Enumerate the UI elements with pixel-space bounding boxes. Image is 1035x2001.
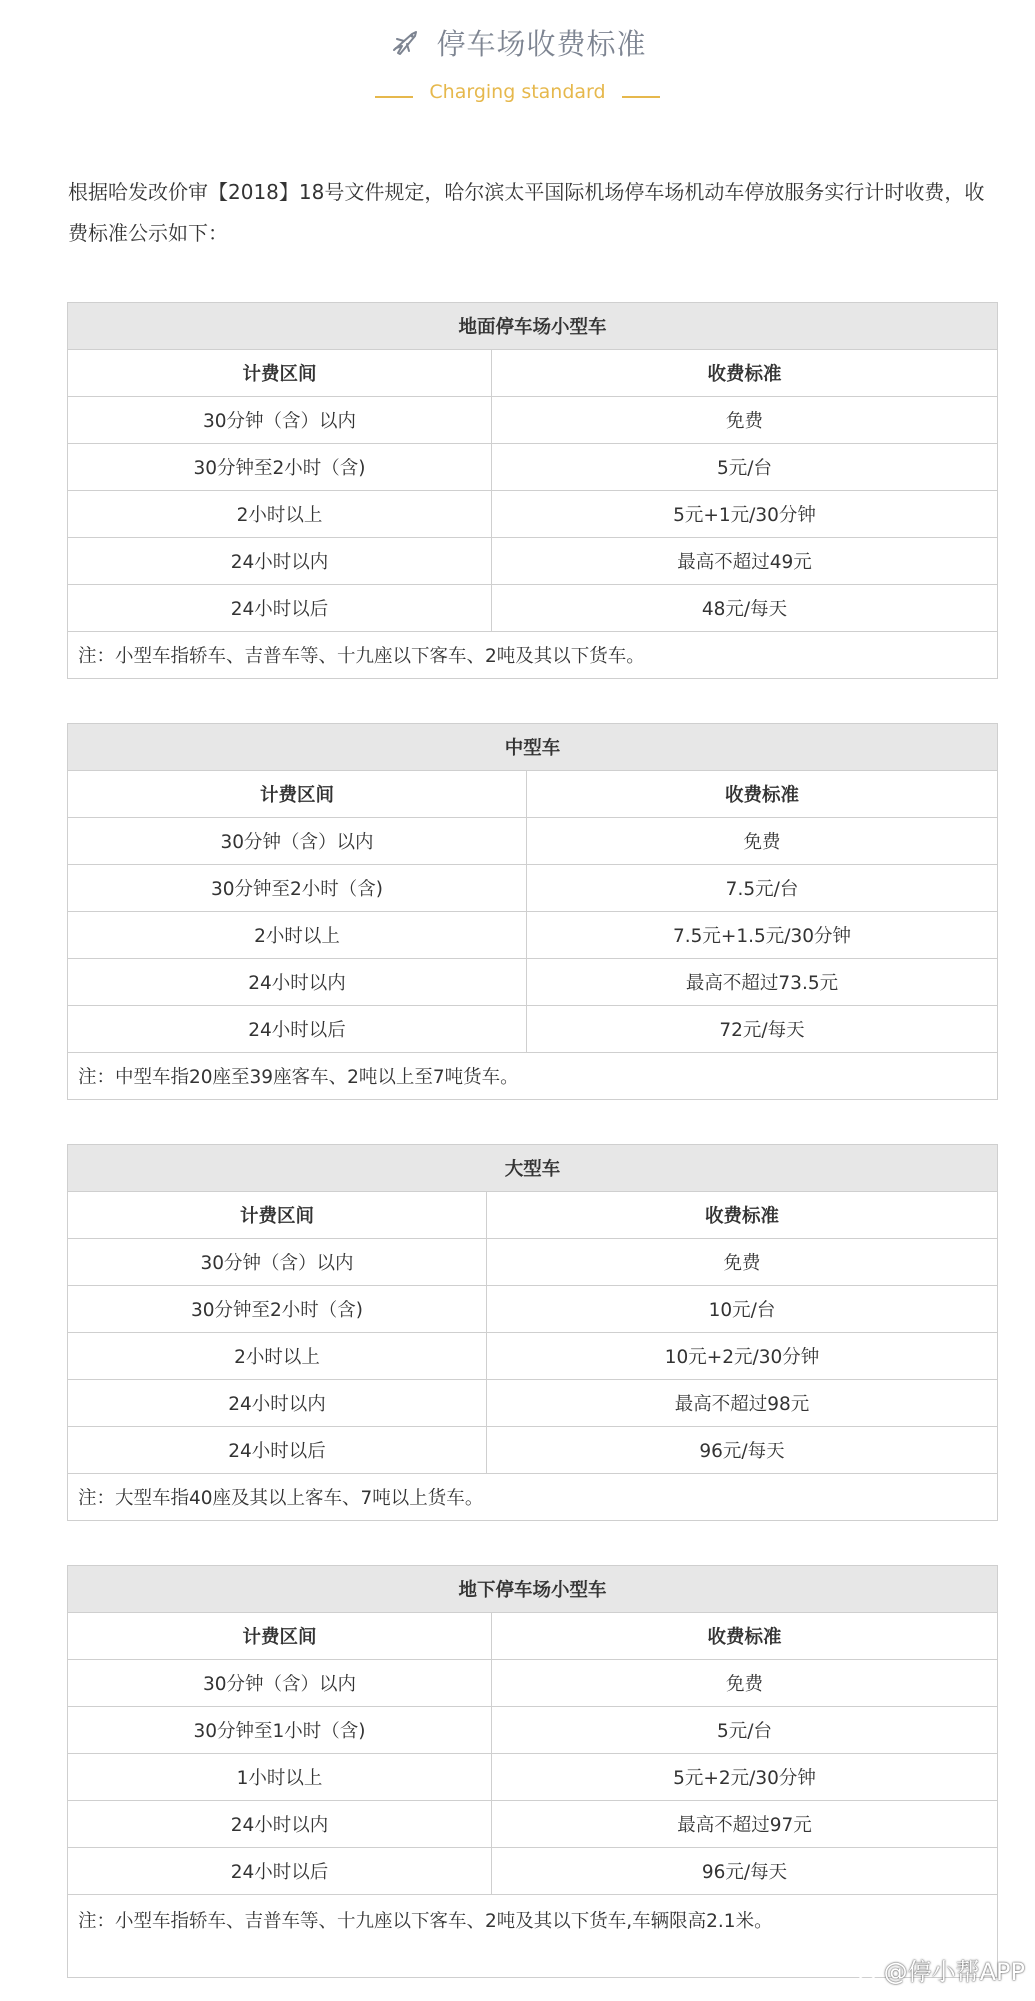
fee-table-ground-small [67,302,998,679]
airplane-icon [388,26,422,60]
table-caption-row [68,1145,998,1192]
column-header-fee: 收费标准 [527,771,998,818]
table-row [68,1660,998,1707]
fee-cell: 96元/每天 [492,1848,998,1895]
fee-cell: 最高不超过98元 [487,1380,998,1427]
range-cell: 24小时以内 [68,1801,492,1848]
range-cell: 2小时以上 [68,1333,487,1380]
column-header-range: 计费区间 [68,1192,487,1239]
table-note-row [68,1474,998,1521]
page-subtitle: Charging standard [429,81,606,103]
table-row [68,585,998,632]
table-note-row [68,632,998,679]
subtitle-dash-right [622,96,660,98]
table-row [68,865,998,912]
fee-cell: 48元/每天 [492,585,998,632]
table-caption-row [68,303,998,350]
fee-cell: 7.5元+1.5元/30分钟 [527,912,998,959]
table-row [68,444,998,491]
fee-cell: 10元/台 [487,1286,998,1333]
table-header-row [68,1613,998,1660]
fee-cell: 5元/台 [492,444,998,491]
fee-cell: 免费 [487,1239,998,1286]
intro-paragraph: 根据哈发改价审【2018】18号文件规定，哈尔滨太平国际机场停车场机动车停放服务实行计时收费，收费标准公示如下： [68,180,985,245]
fee-cell: 最高不超过49元 [492,538,998,585]
table-row [68,1286,998,1333]
range-cell: 30分钟（含）以内 [68,397,492,444]
fee-cell: 免费 [527,818,998,865]
fee-cell: 96元/每天 [487,1427,998,1474]
table-row [68,1801,998,1848]
table-note-row [68,1053,998,1100]
range-cell: 30分钟（含）以内 [68,1239,487,1286]
table-caption: 中型车 [68,724,998,771]
fee-cell: 10元+2元/30分钟 [487,1333,998,1380]
fee-table-underground-small [67,1565,998,1978]
range-cell: 24小时以后 [68,585,492,632]
table-note: 注：中型车指20座至39座客车、2吨以上至7吨货车。 [68,1053,998,1100]
table-row [68,538,998,585]
watermark [858,1952,1025,1987]
watermark-text: @停小帮APP [883,1958,1025,1986]
page-header [0,22,1035,103]
column-header-range: 计费区间 [68,1613,492,1660]
table-row [68,912,998,959]
range-cell: 30分钟至2小时（含) [68,1286,487,1333]
subtitle-row [0,81,1035,103]
range-cell: 2小时以上 [68,491,492,538]
table-caption: 地下停车场小型车 [68,1566,998,1613]
table-row [68,1707,998,1754]
range-cell: 30分钟（含）以内 [68,818,527,865]
table-row [68,1333,998,1380]
fee-cell: 最高不超过97元 [492,1801,998,1848]
fee-cell: 72元/每天 [527,1006,998,1053]
table-caption-row [68,1566,998,1613]
range-cell: 24小时以后 [68,1848,492,1895]
table-note: 注：大型车指40座及其以上客车、7吨以上货车。 [68,1474,998,1521]
table-note: 注：小型车指轿车、吉普车等、十九座以下客车、2吨及其以下货车,车辆限高2.1米。 [68,1895,998,1978]
column-header-fee: 收费标准 [492,1613,998,1660]
title-row [0,22,1035,63]
range-cell: 30分钟至2小时（含) [68,865,527,912]
table-row [68,1427,998,1474]
column-header-range: 计费区间 [68,771,527,818]
fee-cell: 7.5元/台 [527,865,998,912]
fee-cell: 5元+2元/30分钟 [492,1754,998,1801]
fee-table-medium [67,723,998,1100]
table-caption-row [68,724,998,771]
range-cell: 24小时以后 [68,1427,487,1474]
column-header-range: 计费区间 [68,350,492,397]
range-cell: 24小时以内 [68,959,527,1006]
fee-cell: 5元+1元/30分钟 [492,491,998,538]
table-row [68,1848,998,1895]
fee-cell: 5元/台 [492,1707,998,1754]
page-title: 停车场收费标准 [436,27,647,61]
range-cell: 2小时以上 [68,912,527,959]
subtitle-dash-left [375,96,413,98]
column-header-fee: 收费标准 [492,350,998,397]
table-row [68,959,998,1006]
table-row [68,818,998,865]
table-caption: 大型车 [68,1145,998,1192]
table-header-row [68,771,998,818]
fee-cell: 最高不超过73.5元 [527,959,998,1006]
fee-cell: 免费 [492,397,998,444]
fee-cell: 免费 [492,1660,998,1707]
table-row [68,1380,998,1427]
range-cell: 24小时以内 [68,1380,487,1427]
table-header-row [68,1192,998,1239]
table-row [68,1239,998,1286]
range-cell: 1小时以上 [68,1754,492,1801]
table-row [68,1006,998,1053]
table-row [68,1754,998,1801]
table-header-row [68,350,998,397]
range-cell: 30分钟至2小时（含) [68,444,492,491]
range-cell: 30分钟至1小时（含) [68,1707,492,1754]
column-header-fee: 收费标准 [487,1192,998,1239]
range-cell: 24小时以内 [68,538,492,585]
table-row [68,491,998,538]
fee-table-large [67,1144,998,1521]
table-row [68,397,998,444]
range-cell: 30分钟（含）以内 [68,1660,492,1707]
table-caption: 地面停车场小型车 [68,303,998,350]
table-note: 注：小型车指轿车、吉普车等、十九座以下客车、2吨及其以下货车。 [68,632,998,679]
weibo-logo-icon [858,1960,878,1980]
range-cell: 24小时以后 [68,1006,527,1053]
